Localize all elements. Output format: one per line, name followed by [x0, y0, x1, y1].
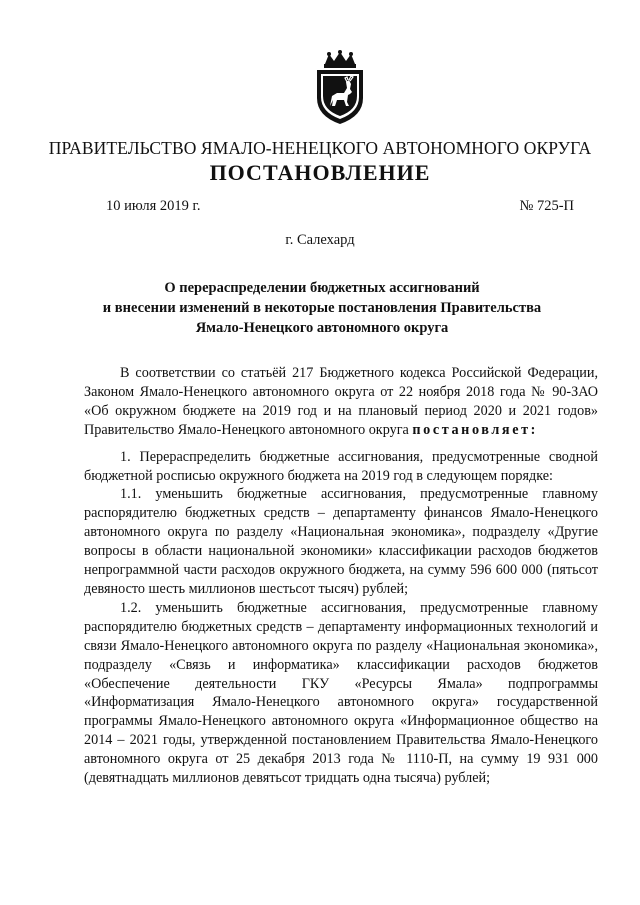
government-name: ПРАВИТЕЛЬСТВО ЯМАЛО-НЕНЕЦКОГО АВТОНОМНОГО ОКРУГА [48, 138, 592, 158]
document-type: ПОСТАНОВЛЕНИЕ [209, 160, 431, 185]
document-date: 10 июля 2019 г. [106, 198, 201, 214]
item-1-2-paragraph: 1.2. уменьшить бюджетные ассигнования, предусмотренные главному распорядителю бюджетных средств – департаменту информационных технологий и связи Ямало-Ненецкого автономного округа по разделу «Национальная экономика», подразделу «Связь и информатика» классификации расходов бюджетов «Обеспечение деятельности ГКУ «Ресурсы Ямала» подпрограммы «Информатизация Ямало-Ненецкого автономного округа» государственной программы Ямало-Ненецкого автономного округа «Информационное общество на 2014 – 2021 годы, утвержденной постановлением Правительства Ямало-Ненецкого автономного округа от 25 декабря 2013 года № 1110-П, на сумму 19 931 000 (девятнадцать миллионов девятьсот тридцать одна тысяча) рублей; [84, 599, 598, 787]
document-subject [60, 278, 584, 338]
subject-line: и внесении изменений в некоторые постановления Правительства [102, 300, 542, 316]
subject-line: О перераспределении бюджетных ассигнований [164, 280, 480, 296]
subject-line: Ямало-Ненецкого автономного округа [195, 320, 449, 336]
yamal-nenets-coat-of-arms-icon [311, 50, 369, 126]
preamble-text: В соответствии со статьёй 217 Бюджетного кодекса Российской Федерации, Законом Ямало-Ненецкого автономного округа от 22 ноября 2018 года № 90-ЗАО «Об окружном бюджете на 2019 год и на плановый период 2020 и 2021 годов» Правительство Ямало-Ненецкого автономного округа [84, 365, 598, 438]
resolves-word: постановляет: [412, 421, 538, 438]
document-number: № 725-П [519, 198, 574, 214]
item-1-paragraph: 1. Перераспределить бюджетные ассигнования, предусмотренные сводной бюджетной росписью окружного бюджета на 2019 год в следующем порядке: [84, 448, 598, 484]
item-1-1-paragraph: 1.1. уменьшить бюджетные ассигнования, предусмотренные главному распорядителю бюджетных средств – департаменту финансов Ямало-Ненецкого автономного округа по разделу «Национальная экономика», подразделу «Другие вопросы в области национальной экономики» классификации расходов бюджетов непрограммной части расходов окружного бюджета, на сумму 596 600 000 (пятьсот девяносто шесть миллионов шестьсот тысяч) рублей; [84, 486, 598, 597]
preamble-paragraph [84, 364, 598, 440]
document-city: г. Салехард [285, 232, 355, 248]
document-body [84, 364, 598, 788]
